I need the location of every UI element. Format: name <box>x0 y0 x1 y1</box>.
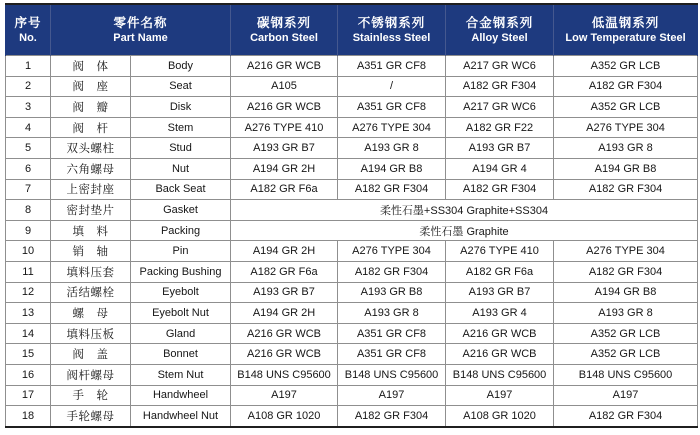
material-cell: A352 GR LCB <box>554 56 698 77</box>
part-name-cn-cell: 双头螺柱 <box>51 138 131 159</box>
material-cell: A197 <box>446 385 554 406</box>
part-name-cn-cell: 上密封座 <box>51 179 131 200</box>
material-cell: A182 GR F6a <box>231 179 338 200</box>
table-row <box>6 179 698 200</box>
part-name-cn-cell: 阀 体 <box>51 56 131 77</box>
material-cell: A193 GR 8 <box>554 138 698 159</box>
material-cell: A197 <box>338 385 446 406</box>
row-number-cell: 2 <box>6 76 51 97</box>
header-low-temp-steel-cn: 低温钢系列 <box>591 15 660 30</box>
material-cell: A216 GR WCB <box>231 56 338 77</box>
header-stainless-steel <box>338 4 446 56</box>
material-cell: A193 GR 8 <box>554 303 698 324</box>
row-number-cell: 13 <box>6 303 51 324</box>
part-name-cn-cell: 填 料 <box>51 220 131 241</box>
part-name-en-cell: Nut <box>131 158 231 179</box>
material-span-cell: 柔性石墨+SS304 Graphite+SS304 <box>231 200 698 221</box>
header-stainless-steel-cn: 不锈钢系列 <box>357 15 426 30</box>
header-alloy-steel <box>446 4 554 56</box>
header-part-name <box>51 4 231 56</box>
row-number-cell: 1 <box>6 56 51 77</box>
table-row <box>6 158 698 179</box>
part-name-cn-cell: 填料压套 <box>51 261 131 282</box>
material-cell: A351 GR CF8 <box>338 344 446 365</box>
material-cell: A351 GR CF8 <box>338 97 446 118</box>
material-cell: A182 GR F304 <box>338 179 446 200</box>
row-number-cell: 4 <box>6 117 51 138</box>
row-number-cell: 11 <box>6 261 51 282</box>
part-name-en-cell: Gland <box>131 323 231 344</box>
table-row <box>6 76 698 97</box>
header-part-name-en: Part Name <box>113 31 168 44</box>
material-cell: A193 GR B8 <box>338 282 446 303</box>
part-name-en-cell: Bonnet <box>131 344 231 365</box>
header-carbon-steel-en: Carbon Steel <box>250 31 318 44</box>
part-name-cn-cell: 阀 座 <box>51 76 131 97</box>
material-cell: A351 GR CF8 <box>338 56 446 77</box>
material-cell: A193 GR B7 <box>231 282 338 303</box>
table-row <box>6 220 698 241</box>
material-cell: A194 GR 4 <box>446 158 554 179</box>
material-cell: B148 UNS C95600 <box>231 364 338 385</box>
material-cell: A105 <box>231 76 338 97</box>
part-name-cn-cell: 阀 盖 <box>51 344 131 365</box>
part-name-cn-cell: 阀 杆 <box>51 117 131 138</box>
material-cell: A193 GR 4 <box>446 303 554 324</box>
part-name-en-cell: Seat <box>131 76 231 97</box>
material-cell: B148 UNS C95600 <box>446 364 554 385</box>
material-cell: A182 GR F304 <box>338 261 446 282</box>
header-alloy-steel-en: Alloy Steel <box>471 31 528 44</box>
part-name-en-cell: Gasket <box>131 200 231 221</box>
material-cell: A276 TYPE 304 <box>554 117 698 138</box>
table-body <box>6 56 698 427</box>
material-cell: A194 GR B8 <box>554 282 698 303</box>
part-name-en-cell: Back Seat <box>131 179 231 200</box>
material-cell: A276 TYPE 410 <box>446 241 554 262</box>
part-name-cn-cell: 阀 瓣 <box>51 97 131 118</box>
part-name-cn-cell: 密封垫片 <box>51 200 131 221</box>
part-name-en-cell: Eyebolt Nut <box>131 303 231 324</box>
part-name-cn-cell: 手轮螺母 <box>51 406 131 427</box>
parts-materials-table-wrapper <box>5 3 697 428</box>
material-cell: A182 GR F304 <box>554 261 698 282</box>
material-cell: A352 GR LCB <box>554 97 698 118</box>
table-row <box>6 323 698 344</box>
material-cell: A351 GR CF8 <box>338 323 446 344</box>
part-name-en-cell: Eyebolt <box>131 282 231 303</box>
header-part-name-cn: 零件名称 <box>113 15 168 30</box>
material-cell: A276 TYPE 304 <box>338 117 446 138</box>
material-cell: A276 TYPE 410 <box>231 117 338 138</box>
part-name-cn-cell: 活结螺栓 <box>51 282 131 303</box>
header-stainless-steel-en: Stainless Steel <box>352 31 431 44</box>
material-cell: B148 UNS C95600 <box>554 364 698 385</box>
part-name-cn-cell: 手 轮 <box>51 385 131 406</box>
table-row <box>6 200 698 221</box>
part-name-en-cell: Handwheel Nut <box>131 406 231 427</box>
row-number-cell: 5 <box>6 138 51 159</box>
parts-materials-table <box>5 3 698 428</box>
material-cell: A182 GR F304 <box>554 406 698 427</box>
material-cell: A217 GR WC6 <box>446 56 554 77</box>
material-cell: A197 <box>231 385 338 406</box>
table-row <box>6 303 698 324</box>
row-number-cell: 7 <box>6 179 51 200</box>
part-name-cn-cell: 六角螺母 <box>51 158 131 179</box>
part-name-en-cell: Handwheel <box>131 385 231 406</box>
material-cell: A216 GR WCB <box>446 344 554 365</box>
table-row <box>6 56 698 77</box>
table-header <box>6 4 698 56</box>
table-row <box>6 241 698 262</box>
table-row <box>6 117 698 138</box>
header-carbon-steel-cn: 碳钢系列 <box>257 15 312 30</box>
table-row <box>6 364 698 385</box>
material-cell: A194 GR B8 <box>338 158 446 179</box>
row-number-cell: 9 <box>6 220 51 241</box>
material-cell: A182 GR F304 <box>554 179 698 200</box>
part-name-cn-cell: 阀杆螺母 <box>51 364 131 385</box>
material-cell: A108 GR 1020 <box>446 406 554 427</box>
table-row <box>6 261 698 282</box>
row-number-cell: 18 <box>6 406 51 427</box>
header-carbon-steel <box>231 4 338 56</box>
part-name-cn-cell: 填料压板 <box>51 323 131 344</box>
material-cell: B148 UNS C95600 <box>338 364 446 385</box>
part-name-en-cell: Disk <box>131 97 231 118</box>
row-number-cell: 14 <box>6 323 51 344</box>
material-cell: A216 GR WCB <box>231 97 338 118</box>
material-cell: A193 GR B7 <box>446 138 554 159</box>
row-number-cell: 3 <box>6 97 51 118</box>
material-cell: A182 GR F22 <box>446 117 554 138</box>
material-cell: A193 GR 8 <box>338 303 446 324</box>
part-name-en-cell: Pin <box>131 241 231 262</box>
row-number-cell: 17 <box>6 385 51 406</box>
table-row <box>6 97 698 118</box>
material-cell: A182 GR F304 <box>338 406 446 427</box>
row-number-cell: 6 <box>6 158 51 179</box>
header-no-en: No. <box>19 31 37 44</box>
part-name-en-cell: Packing <box>131 220 231 241</box>
material-cell: A197 <box>554 385 698 406</box>
material-span-cell: 柔性石墨 Graphite <box>231 220 698 241</box>
material-cell: / <box>338 76 446 97</box>
header-row <box>6 4 698 56</box>
material-cell: A194 GR 2H <box>231 241 338 262</box>
part-name-en-cell: Stem <box>131 117 231 138</box>
part-name-cn-cell: 螺 母 <box>51 303 131 324</box>
material-cell: A182 GR F304 <box>554 76 698 97</box>
material-cell: A182 GR F304 <box>446 179 554 200</box>
material-cell: A216 GR WCB <box>446 323 554 344</box>
material-cell: A193 GR 8 <box>338 138 446 159</box>
material-cell: A217 GR WC6 <box>446 97 554 118</box>
row-number-cell: 10 <box>6 241 51 262</box>
header-no <box>6 4 51 56</box>
row-number-cell: 8 <box>6 200 51 221</box>
material-cell: A352 GR LCB <box>554 344 698 365</box>
material-cell: A182 GR F304 <box>446 76 554 97</box>
part-name-en-cell: Packing Bushing <box>131 261 231 282</box>
material-cell: A193 GR B7 <box>231 138 338 159</box>
material-cell: A182 GR F6a <box>231 261 338 282</box>
header-low-temp-steel-en: Low Temperature Steel <box>565 31 686 44</box>
row-number-cell: 16 <box>6 364 51 385</box>
table-row <box>6 138 698 159</box>
material-cell: A194 GR B8 <box>554 158 698 179</box>
material-cell: A216 GR WCB <box>231 323 338 344</box>
part-name-en-cell: Stem Nut <box>131 364 231 385</box>
material-cell: A108 GR 1020 <box>231 406 338 427</box>
material-cell: A182 GR F6a <box>446 261 554 282</box>
material-cell: A352 GR LCB <box>554 323 698 344</box>
header-alloy-steel-cn: 合金钢系列 <box>465 15 534 30</box>
table-row <box>6 385 698 406</box>
table-row <box>6 344 698 365</box>
material-cell: A193 GR B7 <box>446 282 554 303</box>
material-cell: A276 TYPE 304 <box>554 241 698 262</box>
material-cell: A194 GR 2H <box>231 158 338 179</box>
part-name-en-cell: Stud <box>131 138 231 159</box>
row-number-cell: 15 <box>6 344 51 365</box>
material-cell: A194 GR 2H <box>231 303 338 324</box>
header-low-temp-steel <box>554 4 698 56</box>
part-name-en-cell: Body <box>131 56 231 77</box>
table-row <box>6 406 698 427</box>
row-number-cell: 12 <box>6 282 51 303</box>
header-no-cn: 序号 <box>14 15 42 30</box>
table-row <box>6 282 698 303</box>
part-name-cn-cell: 销 轴 <box>51 241 131 262</box>
material-cell: A276 TYPE 304 <box>338 241 446 262</box>
material-cell: A216 GR WCB <box>231 344 338 365</box>
